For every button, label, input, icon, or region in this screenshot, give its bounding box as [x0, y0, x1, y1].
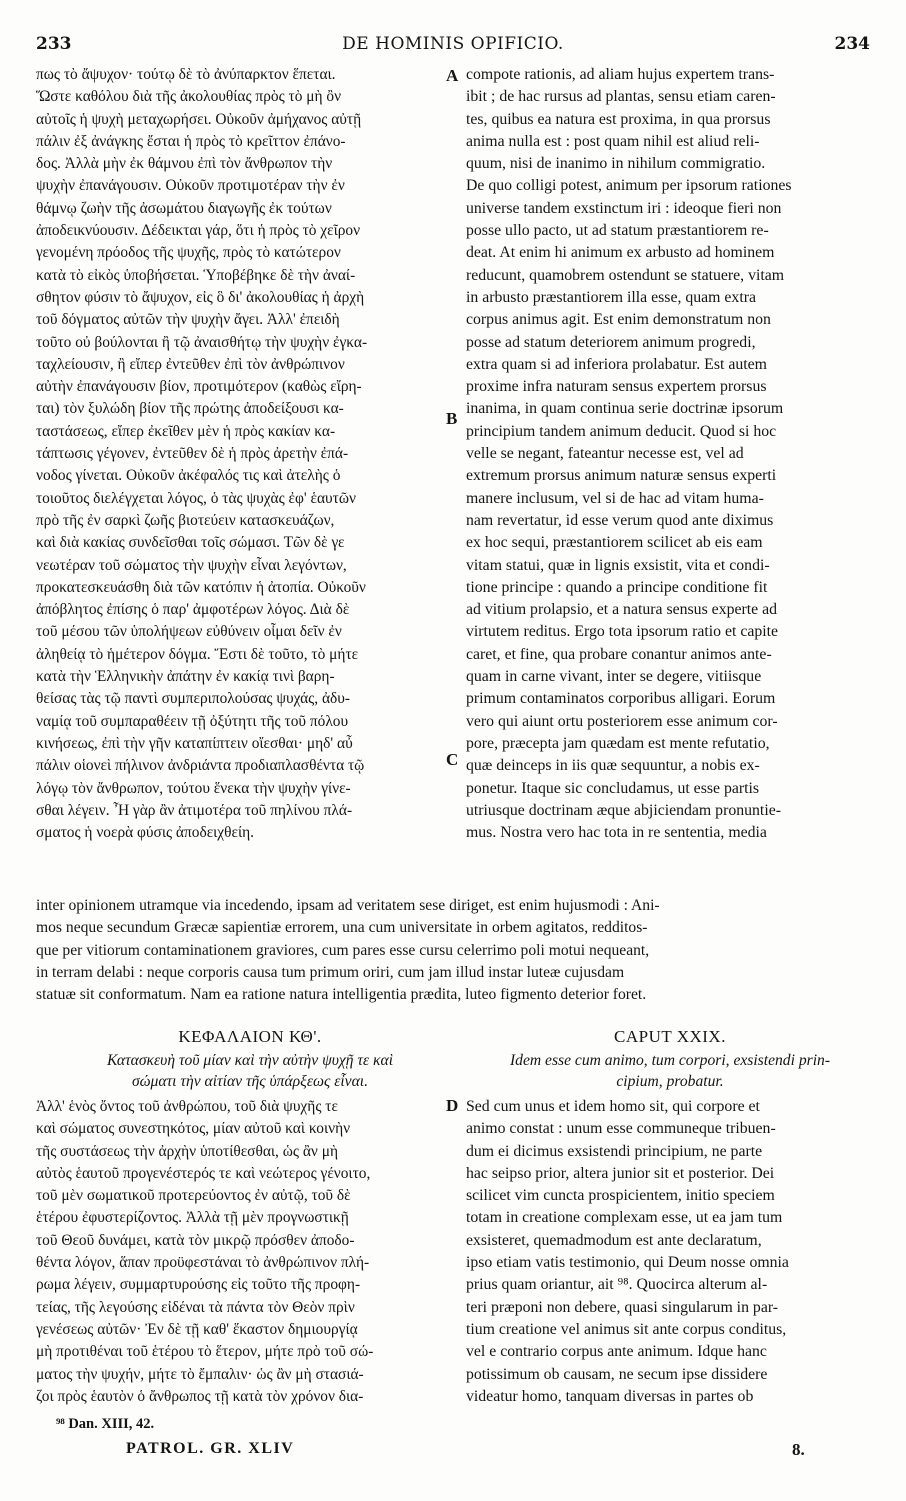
- latin-text-line: vitam statui, quæ in lignis exsistit, vita et condi-: [466, 556, 770, 574]
- latin-text-line: pore, præcepta jam quædam est mente refutatio,: [466, 734, 770, 752]
- latin-text-line: ad vitium prolapsio, et a natura sensus experte ad: [466, 601, 778, 619]
- greek-text-line: ἀποδεικνύουσιν. Δέδεικται γάρ, ὅτι ἡ πρὸς τὸ χεῖρον: [36, 222, 361, 240]
- latin-text-line: anima nulla est : post quam nihil est aliud reli-: [466, 132, 760, 150]
- margin-letter-c: C: [446, 750, 459, 769]
- greek-text-line: ψυχὴν ἐπανάγουσιν. Οὐκοῦν προτιμοτέραν τὴν ἐν: [36, 177, 345, 195]
- greek-text-line: θείσας τὰς τῷ παντὶ συμπεριπολούσας ψυχάς, ἀδυ-: [36, 690, 351, 708]
- greek-text-line: κατὰ τὴν Ἑλληνικὴν ἀπάτην ἐν κακίᾳ τινὶ βαρη-: [36, 668, 335, 686]
- greek-text-line: ναμίᾳ τοῦ συμπαραθέειν τῇ ὀξύτητι τῆς τοῦ πόλου: [36, 712, 349, 730]
- latin-text-line: ex hoc sequi, præstantiorem scilicet ab eis eam: [466, 534, 763, 552]
- greek-text-line: ἀπόβλητος ἐπίσης ὁ παρ' ἀμφοτέρων λόγος. Διὰ δὲ: [36, 601, 350, 619]
- latin-text-line: ibit ; de hac rursus ad plantas, sensu etiam caren-: [466, 88, 776, 106]
- latin-text-line: tium creatione vel animus sit ante corpus conditus,: [466, 1320, 787, 1338]
- gathering-signature: 8.: [792, 1440, 805, 1459]
- running-title: DE HOMINIS OPIFICIO.: [342, 34, 564, 54]
- greek-text-line: κινήσεως, ἐπὶ τὴν γῆν καταπίπτειν οἴεσθαι· μηδ' αὖ: [36, 734, 353, 752]
- latin-column-top: [466, 64, 874, 844]
- margin-letter-d: D: [446, 1096, 459, 1115]
- latin-subtitle-line: cipium, probatur.: [616, 1073, 724, 1090]
- greek-chapter-title: ΚΕΦΑΛΑΙΟΝ ΚΘ'.: [178, 1027, 322, 1046]
- latin-text-line: statuæ sit conformatum. Nam ea ratione natura intelligentia prædita, luteo figmento deterior foret.: [36, 986, 647, 1004]
- latin-text-line: caret, et fine, qua probare conantur animos ante-: [466, 645, 772, 663]
- latin-text-line: deat. At enim hi animum ex arbusto ad hominem: [466, 244, 775, 262]
- greek-text-line: πρὸ τῆς ἐν σαρκὶ ζωῆς βιοτεύειν κατασκευάζων,: [36, 511, 335, 529]
- greek-text-line: αὐτὸς ἑαυτοῦ προγενέστερός τε καὶ νεώτερος γένοιτο,: [36, 1164, 371, 1182]
- greek-text-line: νοδος γίνεται. Οὐκοῦν ἀκέφαλός τις καὶ ἀτελὴς ὁ: [36, 467, 341, 485]
- greek-text-line: τοῦ μὲν σωματικοῦ προτερεύοντος ἐν αὐτῷ, τοῦ δὲ: [36, 1187, 351, 1205]
- left-page-number: 233: [36, 34, 72, 54]
- latin-text-line: que per vitiorum contaminationem graviores, cum pares esse cursu celerrimo poli motui nequeant,: [36, 941, 650, 959]
- greek-text-line: νεωτέραν τοῦ σώματος τὴν ψυχὴν εἶναι λεγόντων,: [36, 556, 347, 574]
- latin-text-line: De quo colligi potest, animum per ipsorum rationes: [466, 177, 792, 195]
- greek-text-line: τάπτωσις γέγονεν, ἐντεῦθεν δὲ ἡ πρὸς ἀρετὴν ἐπά-: [36, 445, 349, 463]
- latin-text-line: compote rationis, ad aliam hujus expertem trans-: [466, 66, 775, 83]
- greek-subtitle-line: σώματι τὴν αἰτίαν τῆς ὑπάρξεως εἶναι.: [131, 1073, 369, 1090]
- latin-text-line: ponetur. Itaque sic concludamus, ut esse partis: [466, 779, 760, 797]
- latin-text-line: hac seipso prior, altera junior sit et posterior. Dei: [466, 1164, 775, 1182]
- latin-subtitle-line: Idem esse cum animo, tum corpori, exsistendi prin-: [509, 1052, 831, 1069]
- greek-chapter-subtitle: [36, 1050, 464, 1092]
- greek-text-line: ματος τὴν ψυχήν, μήτε τὸ ἔμπαλιν· ὡς ἂν μὴ στασιά-: [36, 1365, 364, 1383]
- latin-text-line: scilicet vim cuncta prospicientem, initio speciem: [466, 1187, 775, 1205]
- greek-text-line: σθαι λέγειν. Ἦ γὰρ ἂν ἀτιμοτέρα τοῦ πηλίνου πλά-: [36, 801, 353, 819]
- latin-text-line: Sed cum unus et idem homo sit, qui corpore et: [466, 1098, 760, 1115]
- latin-full-width-paragraph: [36, 895, 876, 1006]
- greek-text-line: πάλιν οἱονεὶ πήλινον ἀνδριάντα προδιαπλασθέντα τῷ: [36, 757, 365, 775]
- greek-text-line: σματος ἡ νοερὰ φύσις ἀποδειχθείη.: [36, 824, 255, 842]
- greek-text-line: σθητον φύσιν τὸ ἄψυχον, εἰς ὃ δι' ἀκολουθίας ἡ ἀρχὴ: [36, 288, 365, 306]
- latin-text-line: principium tandem animum deducit. Quod si hoc: [466, 422, 777, 440]
- series-signature: PATROL. GR. XLIV: [126, 1440, 295, 1457]
- greek-text-line: πάλιν ἐξ ἀνάγκης ἔσται ἡ πρὸς τὸ κρεῖττον ἐπάνο-: [36, 132, 346, 150]
- latin-text-line: extra quam si ad inferiora prolabatur. Est autem: [466, 355, 767, 373]
- greek-text-line: τείας, τῆς λεγούσης εἰδέναι τὰ πάντα τὸν Θεὸν πρὶν: [36, 1298, 355, 1316]
- greek-text-line: τῆς συστάσεως τὴν ἀρχὴν ὑποτίθεσθαι, ὡς ἂν μὴ: [36, 1142, 338, 1160]
- greek-text-line: ζοι πρὸς ἑαυτὸν ὁ ἄνθρωπος τῇ κατὰ τὸν χρόνον δια-: [36, 1387, 364, 1405]
- greek-text-line: Ἀλλ' ἑνὸς ὄντος τοῦ ἀνθρώπου, τοῦ διὰ ψυχῆς τε: [36, 1098, 338, 1115]
- latin-text-line: virtutem reditus. Ergo tota ipsorum ratio et capite: [466, 623, 779, 641]
- greek-column-top: [36, 64, 464, 844]
- greek-text-line: ται) τὸν ξυλώδη βίον τῆς πρώτης ἀποδείξουσι κα-: [36, 400, 344, 418]
- greek-text-line: ταχλείουσιν, ἢ εἴπερ ἐντεῦθεν ἐπὶ τὸν ἀνθρώπινον: [36, 355, 345, 373]
- greek-text-line: θέντα λόγον, ἅπαν προϋφεστάναι τὸ ἀνθρώπινον πλή-: [36, 1254, 370, 1272]
- latin-text-line: nam revertatur, id esse verum quod ante diximus: [466, 511, 774, 529]
- latin-text-line: totam in creatione complexam esse, ut ea jam tum: [466, 1209, 783, 1227]
- greek-text-line: ἀληθείᾳ τὸ ἡμέτερον δόγμα. Ἔστι δὲ τοῦτο, τὸ μήτε: [36, 645, 359, 663]
- greek-text-line: μὴ προτιθέναι τοῦ ἑτέρου τὸ ἕτερον, μήτε πρὸ τοῦ σώ-: [36, 1343, 374, 1361]
- greek-column-bottom: [36, 1096, 464, 1408]
- latin-text-line: exsisteret, quemadmodum est ante declaratum,: [466, 1231, 762, 1249]
- latin-text-line: primum contaminatos corporibus alligari. Eorum: [466, 690, 776, 708]
- latin-text-line: velle se negant, fateantur necesse est, vel ad: [466, 445, 744, 463]
- latin-text-line: proxime infra naturam sensus expertem prorsus: [466, 378, 767, 396]
- latin-text-line: in terram delabi : neque corporis causa tum primum oriri, cum jam illud instar luteæ cujusdam: [36, 963, 625, 981]
- greek-text-line: ρωμα λέγειν, συμμαρτυρούσης εἰς τοῦτο τῆς προφη-: [36, 1276, 361, 1294]
- latin-text-line: corpus animus agit. Est enim demonstratum non: [466, 311, 771, 329]
- latin-text-line: mus. Nostra vero hac tota in re sententia, media: [466, 824, 767, 842]
- greek-text-line: καὶ σώματος συνεστηκότος, μίαν αὐτοῦ καὶ κοινὴν: [36, 1120, 351, 1138]
- latin-text-line: reducunt, quamobrem ostendunt se statuere, vitam: [466, 266, 785, 284]
- greek-text-line: κατὰ τὸ εἰκὸς ὑποβήσεται. Ὑποβέβηκε δὲ τὴν ἀναί-: [36, 266, 356, 284]
- greek-text-line: καὶ διὰ κακίας συνδεῖσθαι τοῖς σώμασι. Τῶν δὲ γε: [36, 534, 345, 552]
- greek-text-line: προκατεσκευάσθη διὰ τῶν κατόπιν ἡ ἀτοπία. Οὐκοῦν: [36, 578, 366, 596]
- latin-text-line: animo constat : unum esse communeque tribuen-: [466, 1120, 776, 1138]
- latin-text-line: in arbusto præstantiorem illa esse, quam extra: [466, 288, 756, 306]
- latin-text-line: tione principe : quando a principe conditione fit: [466, 578, 768, 596]
- latin-text-line: teri præponi non debere, quasi singularum in par-: [466, 1298, 779, 1316]
- latin-text-line: dum ei dicimus exsistendi principium, ne parte: [466, 1142, 763, 1160]
- latin-text-line: vel e contrario corpus ante animum. Idque hanc: [466, 1343, 767, 1361]
- greek-subtitle-line: Κατασκευὴ τοῦ μίαν καὶ τὴν αὐτὴν ψυχῇ τε καὶ: [106, 1052, 394, 1069]
- latin-text-line: universe tandem exstinctum iri : ideoque fieri non: [466, 199, 782, 217]
- footnote: ⁹⁸ Dan. XIII, 42.: [56, 1416, 155, 1432]
- greek-text-line: τοῦτο οὐ βούλονται ἢ τῷ ἀναισθήτῳ τὴν ψυχὴν ἐγκα-: [36, 333, 368, 351]
- latin-text-line: inter opinionem utramque via incedendo, ipsam ad veritatem sese diriget, est enim hujusmodi : Ani-: [36, 897, 660, 914]
- greek-text-line: τοιοῦτος διελέγχεται λόγος, ὁ τὰς ψυχὰς ἐφ' ἑαυτῶν: [36, 489, 356, 507]
- greek-text-line: αὐτὴν ἐπανάγουσιν βίον, προτιμότερον (καθὼς εἴρη-: [36, 378, 362, 396]
- latin-text-line: videatur homo, tanquam diversas in partes ob: [466, 1387, 754, 1405]
- latin-text-line: posse ullo pacto, ut ad statum præstantiorem re-: [466, 222, 769, 240]
- latin-text-line: quum, nisi de inanimo in nihilum commigratio.: [466, 155, 766, 173]
- latin-text-line: vero qui aiunt ortu posteriorem esse animum cor-: [466, 712, 778, 730]
- greek-text-line: τοῦ δόγματος αὐτῶν τὴν ψυχὴν ἄγει. Ἀλλ' ἐπειδὴ: [36, 311, 340, 329]
- greek-text-line: τοῦ μέσου τῶν ὑπολήψεων εὐθύνειν οἶμαι δεῖν ἐν: [36, 623, 342, 641]
- latin-text-line: quæ deinceps in iis quæ sequuntur, a nobis ex-: [466, 757, 760, 775]
- latin-text-line: inanima, in quam continua serie doctrinæ ipsorum: [466, 400, 784, 418]
- latin-chapter-title: CAPUT XXIX.: [614, 1027, 726, 1046]
- greek-text-line: αὐτοῖς ἡ ψυχὴ μεταχωρήσει. Οὐκοῦν ἀμήχανος αὐτῇ: [36, 110, 362, 128]
- greek-text-line: λόγῳ τὸν ἄνθρωπον, τούτου ἕνεκα τὴν ψυχὴν γίνε-: [36, 779, 351, 797]
- margin-letter-b: B: [446, 409, 458, 428]
- latin-text-line: tes, quibus ea natura est proxima, in qua prorsus: [466, 110, 771, 128]
- greek-text-line: πως τὸ ἄψυχον· τούτῳ δὲ τὸ ἀνύπαρκτον ἕπεται.: [36, 66, 336, 83]
- latin-chapter-subtitle: [466, 1050, 874, 1092]
- latin-text-line: ipso etiam vatis testimonio, qui Deum nosse omnia: [466, 1254, 789, 1272]
- latin-text-line: manere inclusum, vel si de hac ad vitam huma-: [466, 489, 764, 507]
- greek-text-line: ἑτέρου ἐφυστερίζοντος. Ἀλλὰ τῇ μὲν προγνωστικῇ: [36, 1209, 349, 1227]
- latin-text-line: potissimum ob causam, ne secum ipse dissidere: [466, 1365, 768, 1383]
- latin-column-bottom: [466, 1096, 874, 1408]
- latin-text-line: mos neque secundum Græcæ sapientiæ errorem, una cum universitate in orbem agitatos, redditos-: [36, 919, 648, 937]
- latin-text-line: posse ad statum deteriorem animum progredi,: [466, 333, 756, 351]
- latin-text-line: utriusque doctrinam æque abjiciendam pronuntie-: [466, 801, 781, 819]
- greek-text-line: ταστάσεως, εἴπερ ἐκεῖθεν μὲν ἡ πρὸς κακίαν κα-: [36, 422, 336, 440]
- latin-text-line: extremum prorsus animum naturæ sensus experti: [466, 467, 777, 485]
- greek-text-line: γενέσεως αὐτῶν· Ἐν δὲ τῇ καθ' ἕκαστον δημιουργίᾳ: [36, 1320, 358, 1338]
- greek-text-line: γενομένη πρόοδος τῆς ψυχῆς, πρὸς τὸ κατώτερον: [36, 244, 341, 262]
- greek-text-line: θάμνῳ ζωὴν τῆς ἀσωμάτου διαγωγῆς ἐκ τούτων: [36, 199, 332, 217]
- greek-text-line: Ὥστε καθόλου διὰ τῆς ἀκολουθίας πρὸς τὸ μὴ ὂν: [36, 88, 342, 106]
- right-page-number: 234: [834, 34, 870, 54]
- margin-letter-a: A: [446, 66, 459, 85]
- greek-text-line: δος. Ἀλλὰ μὴν ἐκ θάμνου ἐπὶ τὸν ἄνθρωπον τὴν: [36, 155, 333, 173]
- greek-text-line: τοῦ Θεοῦ δυνάμει, κατὰ τὸν μικρῷ πρόσθεν ἀποδο-: [36, 1231, 355, 1249]
- latin-text-line: quam in carne vivant, inter se degere, vitiisque: [466, 668, 762, 686]
- latin-text-line: prius quam oriantur, ait ⁹⁸. Quocirca alterum al-: [466, 1276, 768, 1294]
